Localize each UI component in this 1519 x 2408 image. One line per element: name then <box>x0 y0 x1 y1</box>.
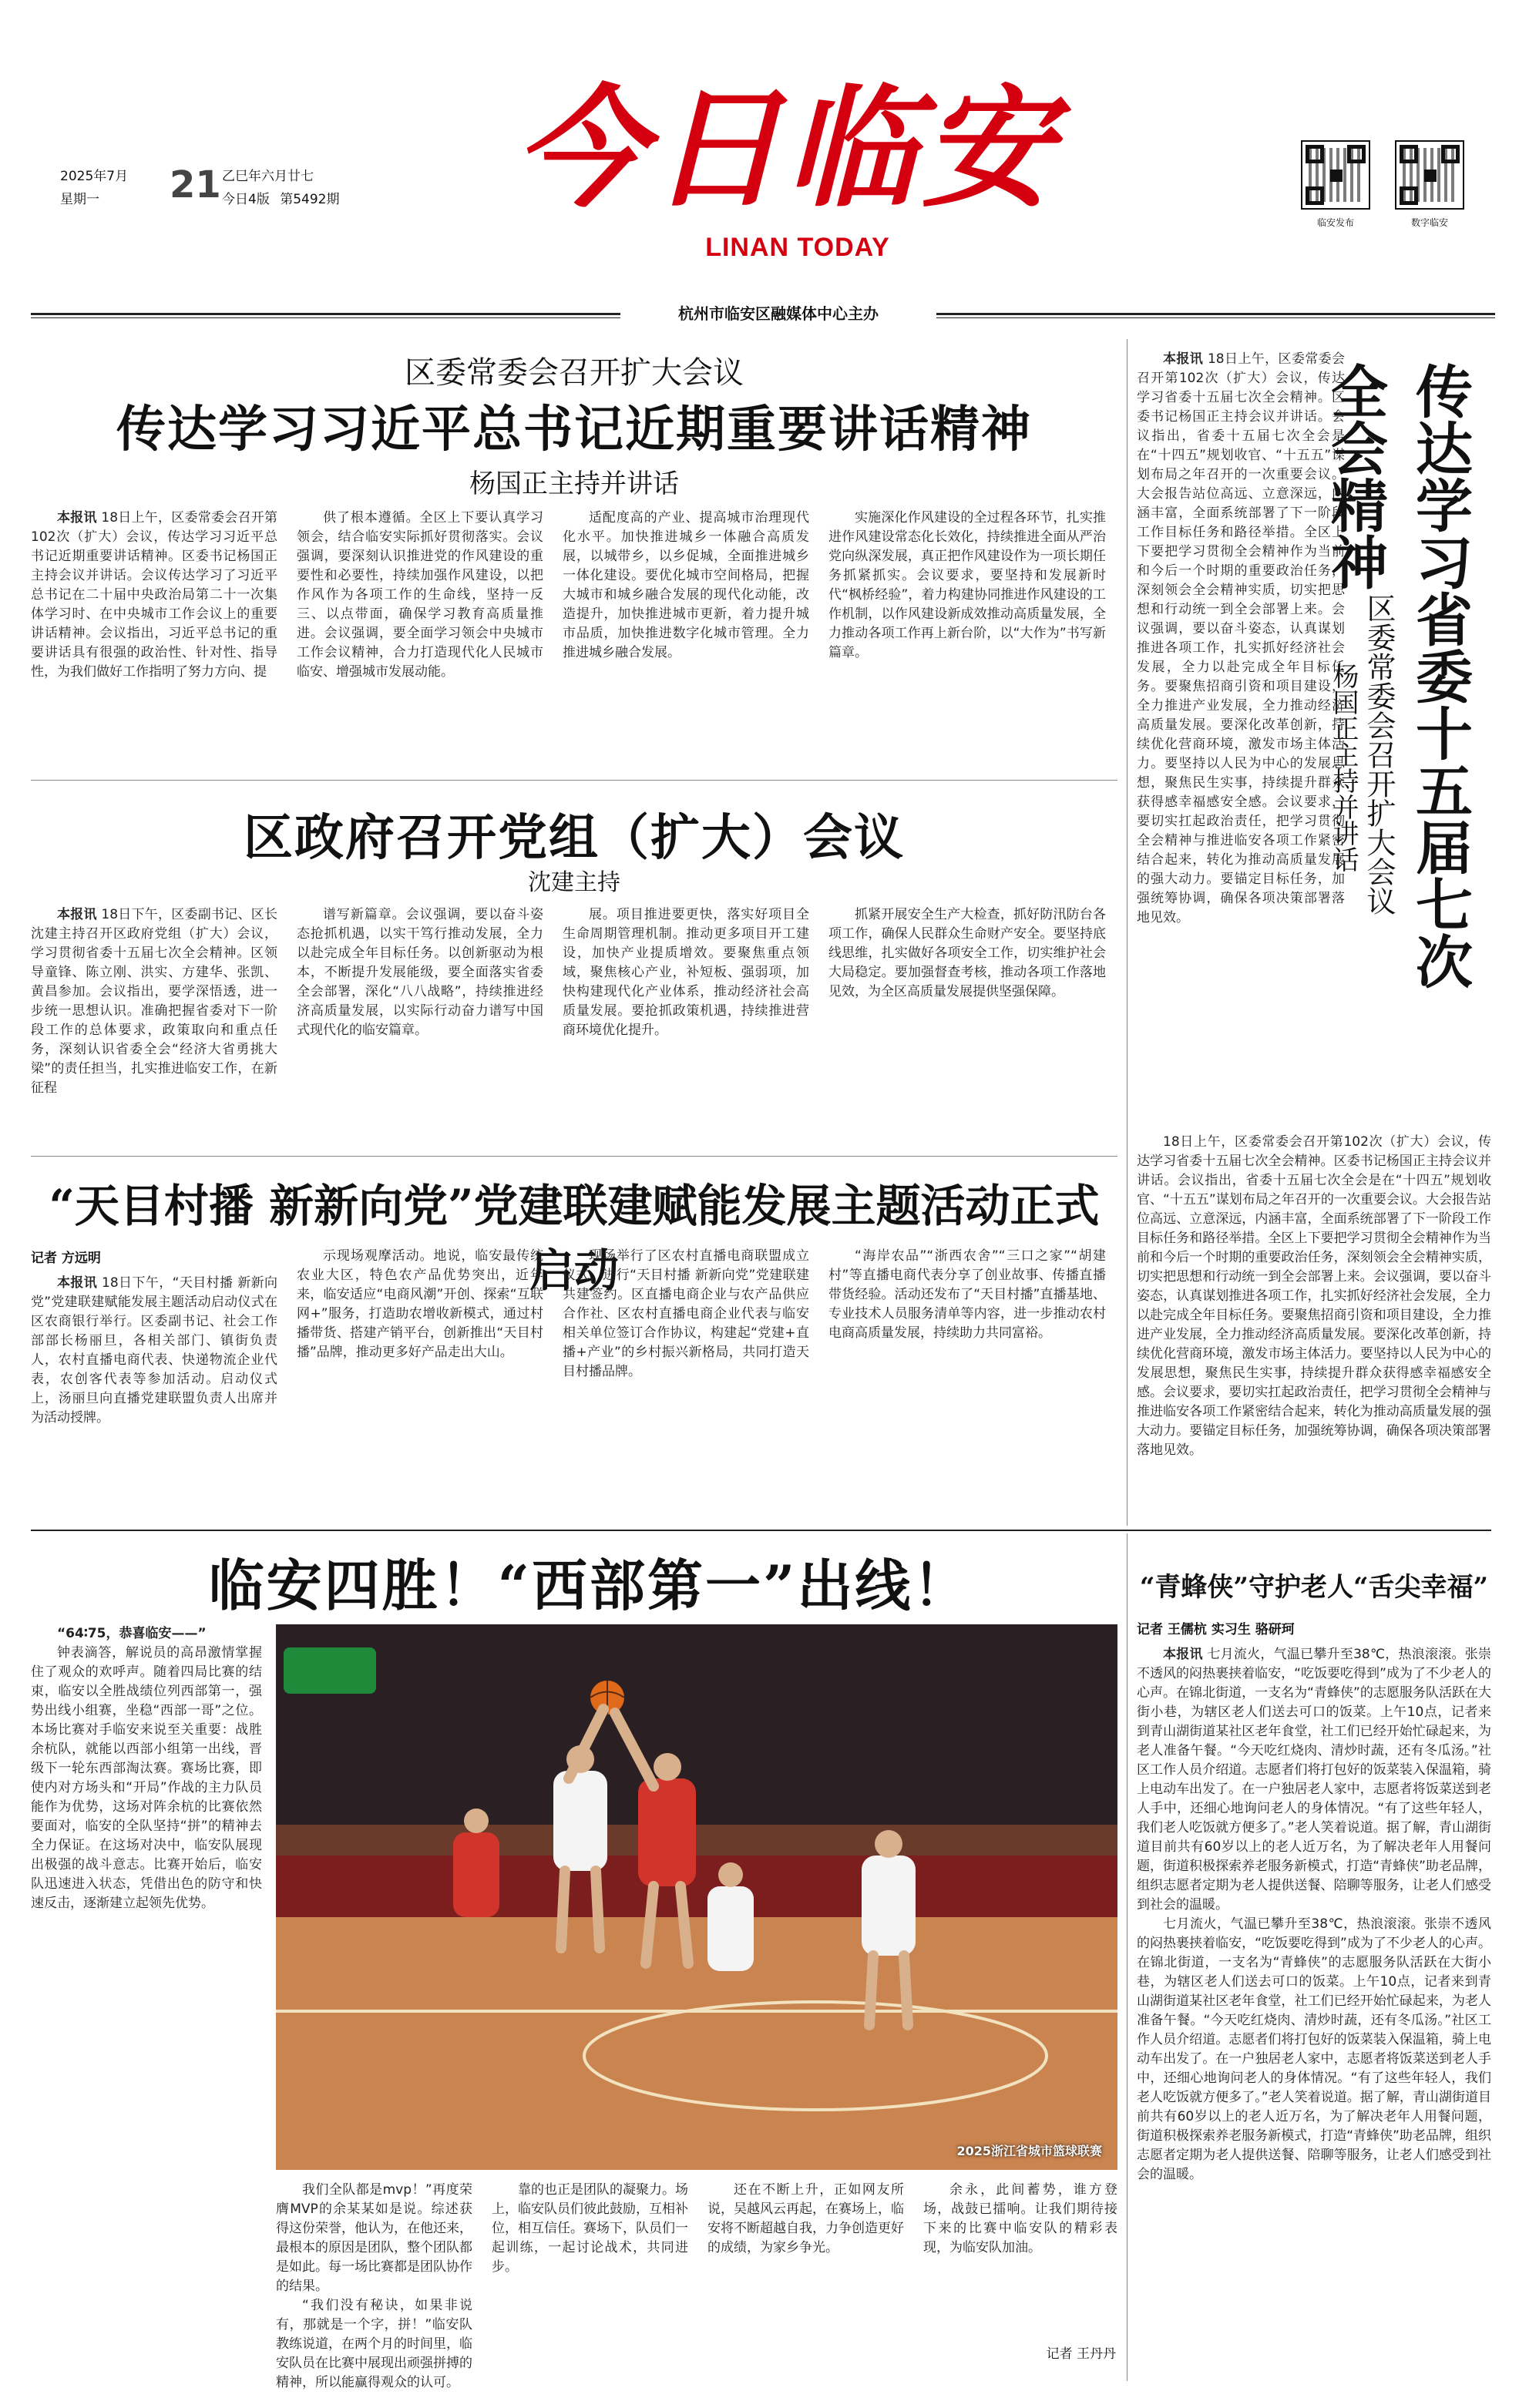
basketball-scene-illustration <box>276 1624 1117 2170</box>
issue-number: 第5492期 <box>280 192 340 207</box>
article2-col-1: 本报讯 18日下午，区委副书记、区长沈建主持召开区政府党组（扩大）会议，学习贯彻省委十五届七次全会精神。区领导童锋、陈立刚、洪实、方建华、张凯、黄昌参加。会议指出，要学深悟透，进一步统一思想认识。准确把握省委对下一阶段工作的总体要求，政策取向和重点任务，深刻认识省委全会“经济大省勇挑大梁”的责任担当，扎实推进临安工作，在新征程 <box>31 907 278 1096</box>
elder-headline: “青蜂侠”守护老人“舌尖幸福” <box>1139 1572 1489 1603</box>
article2-lead: 本报讯 <box>57 907 97 922</box>
qr-label-digital-linan: 数字临安 <box>1410 217 1448 228</box>
article1-col-2: 供了根本遵循。全区上下要认真学习领会，结合临安实际抓好贯彻落实。会议强调，要深刻认识推进党的作风建设的重要性和必要性，持续加强作风建设，以把作风作为各项工作的生命线，坚持一反三、以点带面，确保学习教育高质量推进。会议强调，要全面学习领会中央城市工作会议精神，合力打造现代化人民城市临安、增强城市发展动能。 <box>297 510 543 680</box>
article1-headline: 传达学习习近平总书记近期重要讲话精神 <box>116 401 1032 458</box>
qr-code-digital-linan <box>1395 140 1464 210</box>
right-article-text-bottom: 18日上午，区委常委会召开第102次（扩大）会议，传达学习省委十五届七次全会精神。区委书记杨国正主持会议并讲话。会议指出，省委十五届七次全会是在“十四五”规划收官、“十五五”谋划布局之年召开的一次重要会议。大会报告站位高远、立意深远，内涵丰富，全面系统部署了下一阶段工作目标任务和路径举措。全区上下要把学习贯彻全会精神作为当前和今后一个时期的重要政治任务，深刻领会全会精神实质，切实把思想和行动统一到全会部署上来。会议强调，要以奋斗姿态，认真谋划推进各项工作，扎实抓好经济社会发展，全力以赴完成全年目标任务。要聚焦招商引资和项目建设，全力推进产业发展，全力推动经济高质量发展。要深化改革创新，持续优化营商环境，激发市场主体活力。要坚持以人民为中心的发展思想，聚焦民生实事，持续提升群众获得感幸福感安全感。会议要求，要切实扛起政治责任，把学习贯彻全会精神与推进临安各项工作紧密结合起来，转化为推动高质量发展的强大动力。要锚定目标任务，加强统筹协调，确保各项决策部署落地见效。 <box>1137 1134 1491 1458</box>
article3-lead: 本报讯 <box>57 1275 98 1291</box>
masthead-title: 今日临安 <box>514 72 1057 226</box>
article2-col-3: 展。项目推进要更快，落实好项目全生命周期管理机制。推动更多项目开工建设，加快产业提质增效。要聚焦重点领域，聚焦核心产业，补短板、强弱项，加快构建现代化产业体系，推动经济社会高质量发展。要抢抓政策机遇，持续推进营商环境优化提升。 <box>563 907 809 1038</box>
qr-label-linan-release: 临安发布 <box>1316 217 1354 228</box>
article3-col-1: 本报讯 18日下午，“天目村播 新新向党”党建联建赋能发展主题活动启动仪式在区农商银行举行。区委副书记、社会工作部部长杨丽旦，各相关部门、镇街负责人，农村直播电商代表、快递物流企业代表，农创客代表等参加活动。启动仪式上，汤丽旦向直播党建联盟负责人出席并为活动授牌。 <box>31 1275 278 1426</box>
article1-col-4: 实施深化作风建设的全过程各环节，扎实推进作风建设常态化长效化，持续推进全面从严治党向纵深发展，真正把作风建设作为一项长期任务抓紧抓实。会议要求，要坚持和发展新时代“枫桥经验”，着力构建协同推进作风建设的工作机制，以作风建设新成效推动高质量发展，全力推动各项工作再上新台阶，以“大作为”书写新篇章。 <box>828 510 1106 660</box>
right-article-vertical-headline: 传达学习省委十五届七次全会精神 <box>1322 362 1473 989</box>
article-government-meeting <box>31 786 1117 1148</box>
article-elder-care <box>1137 1533 1491 2381</box>
elder-lead: 本报讯 <box>1163 1647 1203 1662</box>
divider <box>31 1156 1117 1157</box>
article1-subhead: 杨国正主持并讲话 <box>469 469 679 499</box>
host-text: 杭州市临安区融媒体中心主办 <box>678 304 879 323</box>
sports-col-3: 靠的也正是团队的凝聚力。场上，临安队员们彼此鼓励，互相补位，相互信任。赛场下，队员们一起训练，一起讨论战术，共同进步。 <box>492 2182 688 2275</box>
article1-col-1: 本报讯 18日上午，区委常委会召开第102次（扩大）会议，传达学习习近平总书记近期重要讲话精神。区委书记杨国正主持会议并讲话。会议传达学习了习近平总书记在二十届中央政治局第二十一次集体学习时、在中央城市工作会议上的重要讲话精神。会议指出，习近平总书记的重要讲话具有很强的政治性、针对性、指导性，为我们做好工作指明了努力方向、提 <box>31 510 278 680</box>
right-article-lead: 本报讯 <box>1163 351 1204 367</box>
article2-headline: 区政府召开党组（扩大）会议 <box>244 809 905 867</box>
article3-byline: 记者 方远明 <box>31 1251 101 1266</box>
right-article-vertical-kicker: 区委常委会召开扩大会议 <box>1362 593 1396 915</box>
sports-col-2: 我们全队都是mvp！”再度荣膺MVP的余某某如是说。综述获得这份荣誉，他认为，在他还来，最根本的原因是团队，整个团队都是如此。每一场比赛都是团队协作的结果。 “我们没有秘诀，如果非说有，那就是一个字，拼！”临安队教练说道，在两个月的时间里，临安队员在比赛中展现出顽强拼搏的精神，所以能赢得观众的认可。 <box>276 2182 472 2390</box>
sports-headline: 临安四胜！“西部第一”出线！ <box>208 1553 971 1618</box>
host-line <box>31 302 1495 325</box>
right-article-text-top: 本报讯 18日上午，区委常委会召开第102次（扩大）会议，传达学习省委十五届七次全会精神。区委书记杨国正主持会议并讲话。会议指出，省委十五届七次全会是在“十四五”规划收官、“十五五”谋划布局之年召开的一次重要会议。大会报告站位高远、立意深远，内涵丰富，全面系统部署了下一阶段工作目标任务和路径举措。全区上下要把学习贯彻全会精神作为当前和今后一个时期的重要政治任务，深刻领会全会精神实质，切实把思想和行动统一到全会部署上来。会议强调，要以奋斗姿态，认真谋划推进各项工作，扎实抓好经济社会发展，全力以赴完成全年目标任务。要聚焦招商引资和项目建设，全力推进产业发展，全力推动经济高质量发展。要深化改革创新，持续优化营商环境，激发市场主体活力。要坚持以人民为中心的发展思想，聚焦民生实事，持续提升群众获得感幸福感安全感。会议要求，要切实扛起政治责任，把学习贯彻全会精神与推进临安各项工作紧密结合起来，转化为推动高质量发展的强大动力。要锚定目标任务，加强统筹协调，确保各项决策部署落地见效。 <box>1137 351 1346 925</box>
sports-col-5: 余永，此间蓄势，谁方登场，战鼓已擂响。让我们期待接下来的比赛中临安队的精彩表现，为临安队加油。 <box>923 2182 1117 2255</box>
issue-date: 2025年7月 <box>60 169 129 184</box>
article3-col-4: “海岸农品”“浙西农舍”“三口之家”“胡建村”等直播电商代表分享了创业故事、传播直播带货经验。活动还发布了“天目村播”直播基地、专业技术人员服务清单等内容，进一步推动农村电商高质量发展，持续助力共同富裕。 <box>828 1248 1106 1341</box>
masthead <box>0 0 1519 324</box>
article-village-livestream <box>31 1162 1117 1524</box>
lunar-date: 乙巳年六月廿七 <box>222 169 314 184</box>
elder-text: 本报讯 七月流火，气温已攀升至38℃，热浪滚滚。张崇不透风的闷热裹挟着临安，“吃饭要吃得到”成为了不少老人的心声。在锦北街道，一支名为“青蜂侠”的志愿服务队活跃在大街小巷，为辖区老人们送去可口的饭菜。上午10点，记者来到青山湖街道某社区老年食堂，社工们已经开始忙碌起来，为老人准备午餐。“今天吃红烧肉、清炒时蔬，还有冬瓜汤。”社区工作人员介绍道。志愿者们将打包好的饭菜装入保温箱，骑上电动车出发了。在一户独居老人家中，志愿者将饭菜送到老人手中，还细心地询问老人的身体情况。“有了这些年轻人，我们老人吃饭就方便多了。”老人笑着说道。据了解，青山湖街道目前共有60岁以上的老人近万名，为了解决老年人用餐问题，街道积极探索养老服务新模式，打造“青蜂侠”助老品牌，组织志愿者定期为老人提供送餐、陪聊等服务，让老人们感受到社会的温暖。 七月流火，气温已攀升至38℃，热浪滚滚。张崇不透风的闷热裹挟着临安，“吃饭要吃得到”成为了不少老人的心声。在锦北街道，一支名为“青蜂侠”的志愿服务队活跃在大街小巷，为辖区老人们送去可口的饭菜。上午10点，记者来到青山湖街道某社区老年食堂，社工们已经开始忙碌起来，为老人准备午餐。“今天吃红烧肉、清炒时蔬，还有冬瓜汤。”社区工作人员介绍道。志愿者们将打包好的饭菜装入保温箱，骑上电动车出发了。在一户独居老人家中，志愿者将饭菜送到老人手中，还细心地询问老人的身体情况。“有了这些年轻人，我们老人吃饭就方便多了。”老人笑着说道。据了解，青山湖街道目前共有60岁以上的老人近万名，为了解决老年人用餐问题，街道积极探索养老服务新模式，打造“青蜂侠”助老品牌，组织志愿者定期为老人提供送餐、陪聊等服务，让老人们感受到社会的温暖。 <box>1137 1647 1491 2182</box>
issue-meta <box>222 168 376 208</box>
sports-col-left: “64∶75，恭喜临安——” 钟表滴答，解说员的高昂激情掌握住了观众的欢呼声。随着四局比赛的结束，临安以全胜战绩位列西部第一，强势出线小组赛，坐稳“西部一哥”之位。本场比赛对手临安来说至关重要：战胜余杭队，就能以西部小组第一出线，晋级下一轮东西部淘汰赛。赛场比赛，即使内对方场头和“开局”作战的主力队员能作为优势，这场对阵余杭的比赛依然要面对，临安的全队坚持“拼”的精神去全力保证。在这场对决中，临安队展现出极强的战斗意志。比赛开始后，临安队迅速进入状态，凭借出色的防守和快速反击，逐渐建立起领先优势。 <box>31 1626 262 1911</box>
article3-headline: “天目村播 新新向党”党建联建赋能发展主题活动正式启动 <box>49 1180 1100 1297</box>
issue-day: 21 <box>170 163 221 207</box>
article2-subhead: 沈建主持 <box>528 869 620 896</box>
article2-col-4: 抓紧开展安全生产大检查，抓好防汛防台各项工作，确保人民群众生命财产安全。要坚持底线思维，扎实做好各项安全工作，切实维护社会大局稳定。要加强督查考核，推动各项工作落地见效，为全区高质量发展提供坚强保障。 <box>828 907 1106 999</box>
article1-lead: 本报讯 <box>57 510 97 526</box>
divider <box>31 780 1117 781</box>
sports-col-4: 还在不断上升，正如网友所说，吴越风云再起，在赛场上，临安将不断超越自我，力争创造更好的成绩，为家乡争光。 <box>707 2182 904 2255</box>
elder-byline: 记者 王儒杭 实习生 骆研珂 <box>1137 1622 1295 1637</box>
sports-byline: 记者 王丹丹 <box>1046 2346 1116 2362</box>
article1-kicker: 区委常委会召开扩大会议 <box>405 355 744 391</box>
basketball-game-photo <box>276 1624 1117 2170</box>
article-standing-committee <box>31 339 1117 771</box>
sports-quote: “64∶75，恭喜临安——” <box>57 1626 207 1641</box>
masthead-english-title: LINAN TODAY <box>705 233 890 262</box>
article-basketball <box>31 1533 1117 2390</box>
article-provincial-plenum <box>1137 339 1491 1526</box>
right-article-vertical-subhead: 杨国正主持并讲话 <box>1328 663 1359 872</box>
article3-col-2: 示现场观摩活动。地说，临安最传统农业大区，特色农产品优势突出，近年来，临安适应“电商风潮”开创、探索“互联网+”服务，打造助农增收新模式，通过村播带货、搭建产销平台，创新推出“天目村播”品牌，推动更多好产品走出大山。 <box>297 1248 543 1360</box>
article1-col-3: 适配度高的产业、提高城市治理现代化水平。加快推进城乡一体融合高质发展，以城带乡，以乡促城，全面推进城乡一体化建设。要优化城市空间格局，把握大城市和城乡融合发展的现代化动能，改造提升，加快推进城市更新，着力提升城市品质，加快推进数字化城市管理。全力推进城乡融合发展。 <box>563 510 809 660</box>
section-rule <box>31 1530 1491 1531</box>
article2-col-2: 谱写新篇章。会议强调，要以奋斗姿态抢抓机遇，以实干笃行推动发展，全力以赴完成全年目标任务。以创新驱动为根本，不断提升发展能级，要全面落实省委全会部署，深化“八八战略”，持续推进经济高质量发展，以实际行动奋力谱写中国式现代化的临安篇章。 <box>297 907 543 1038</box>
page-count: 今日4版 <box>222 192 270 207</box>
article3-col-3: 现场举行了区农村直播电商联盟成立仪式，进行“天目村播 新新向党”党建联建共建签约。区直播电商企业与农产品供应合作社、区农村直播电商企业代表与临安相关单位签订合作协议，构建起“党建+直播+产业”的乡村振兴新格局，共同打造天目村播品牌。 <box>563 1248 809 1379</box>
photo-caption: 2025浙江省城市篮球联赛 <box>956 2144 1102 2158</box>
qr-code-linan-release <box>1301 140 1370 210</box>
issue-weekday: 星期一 <box>60 192 99 207</box>
